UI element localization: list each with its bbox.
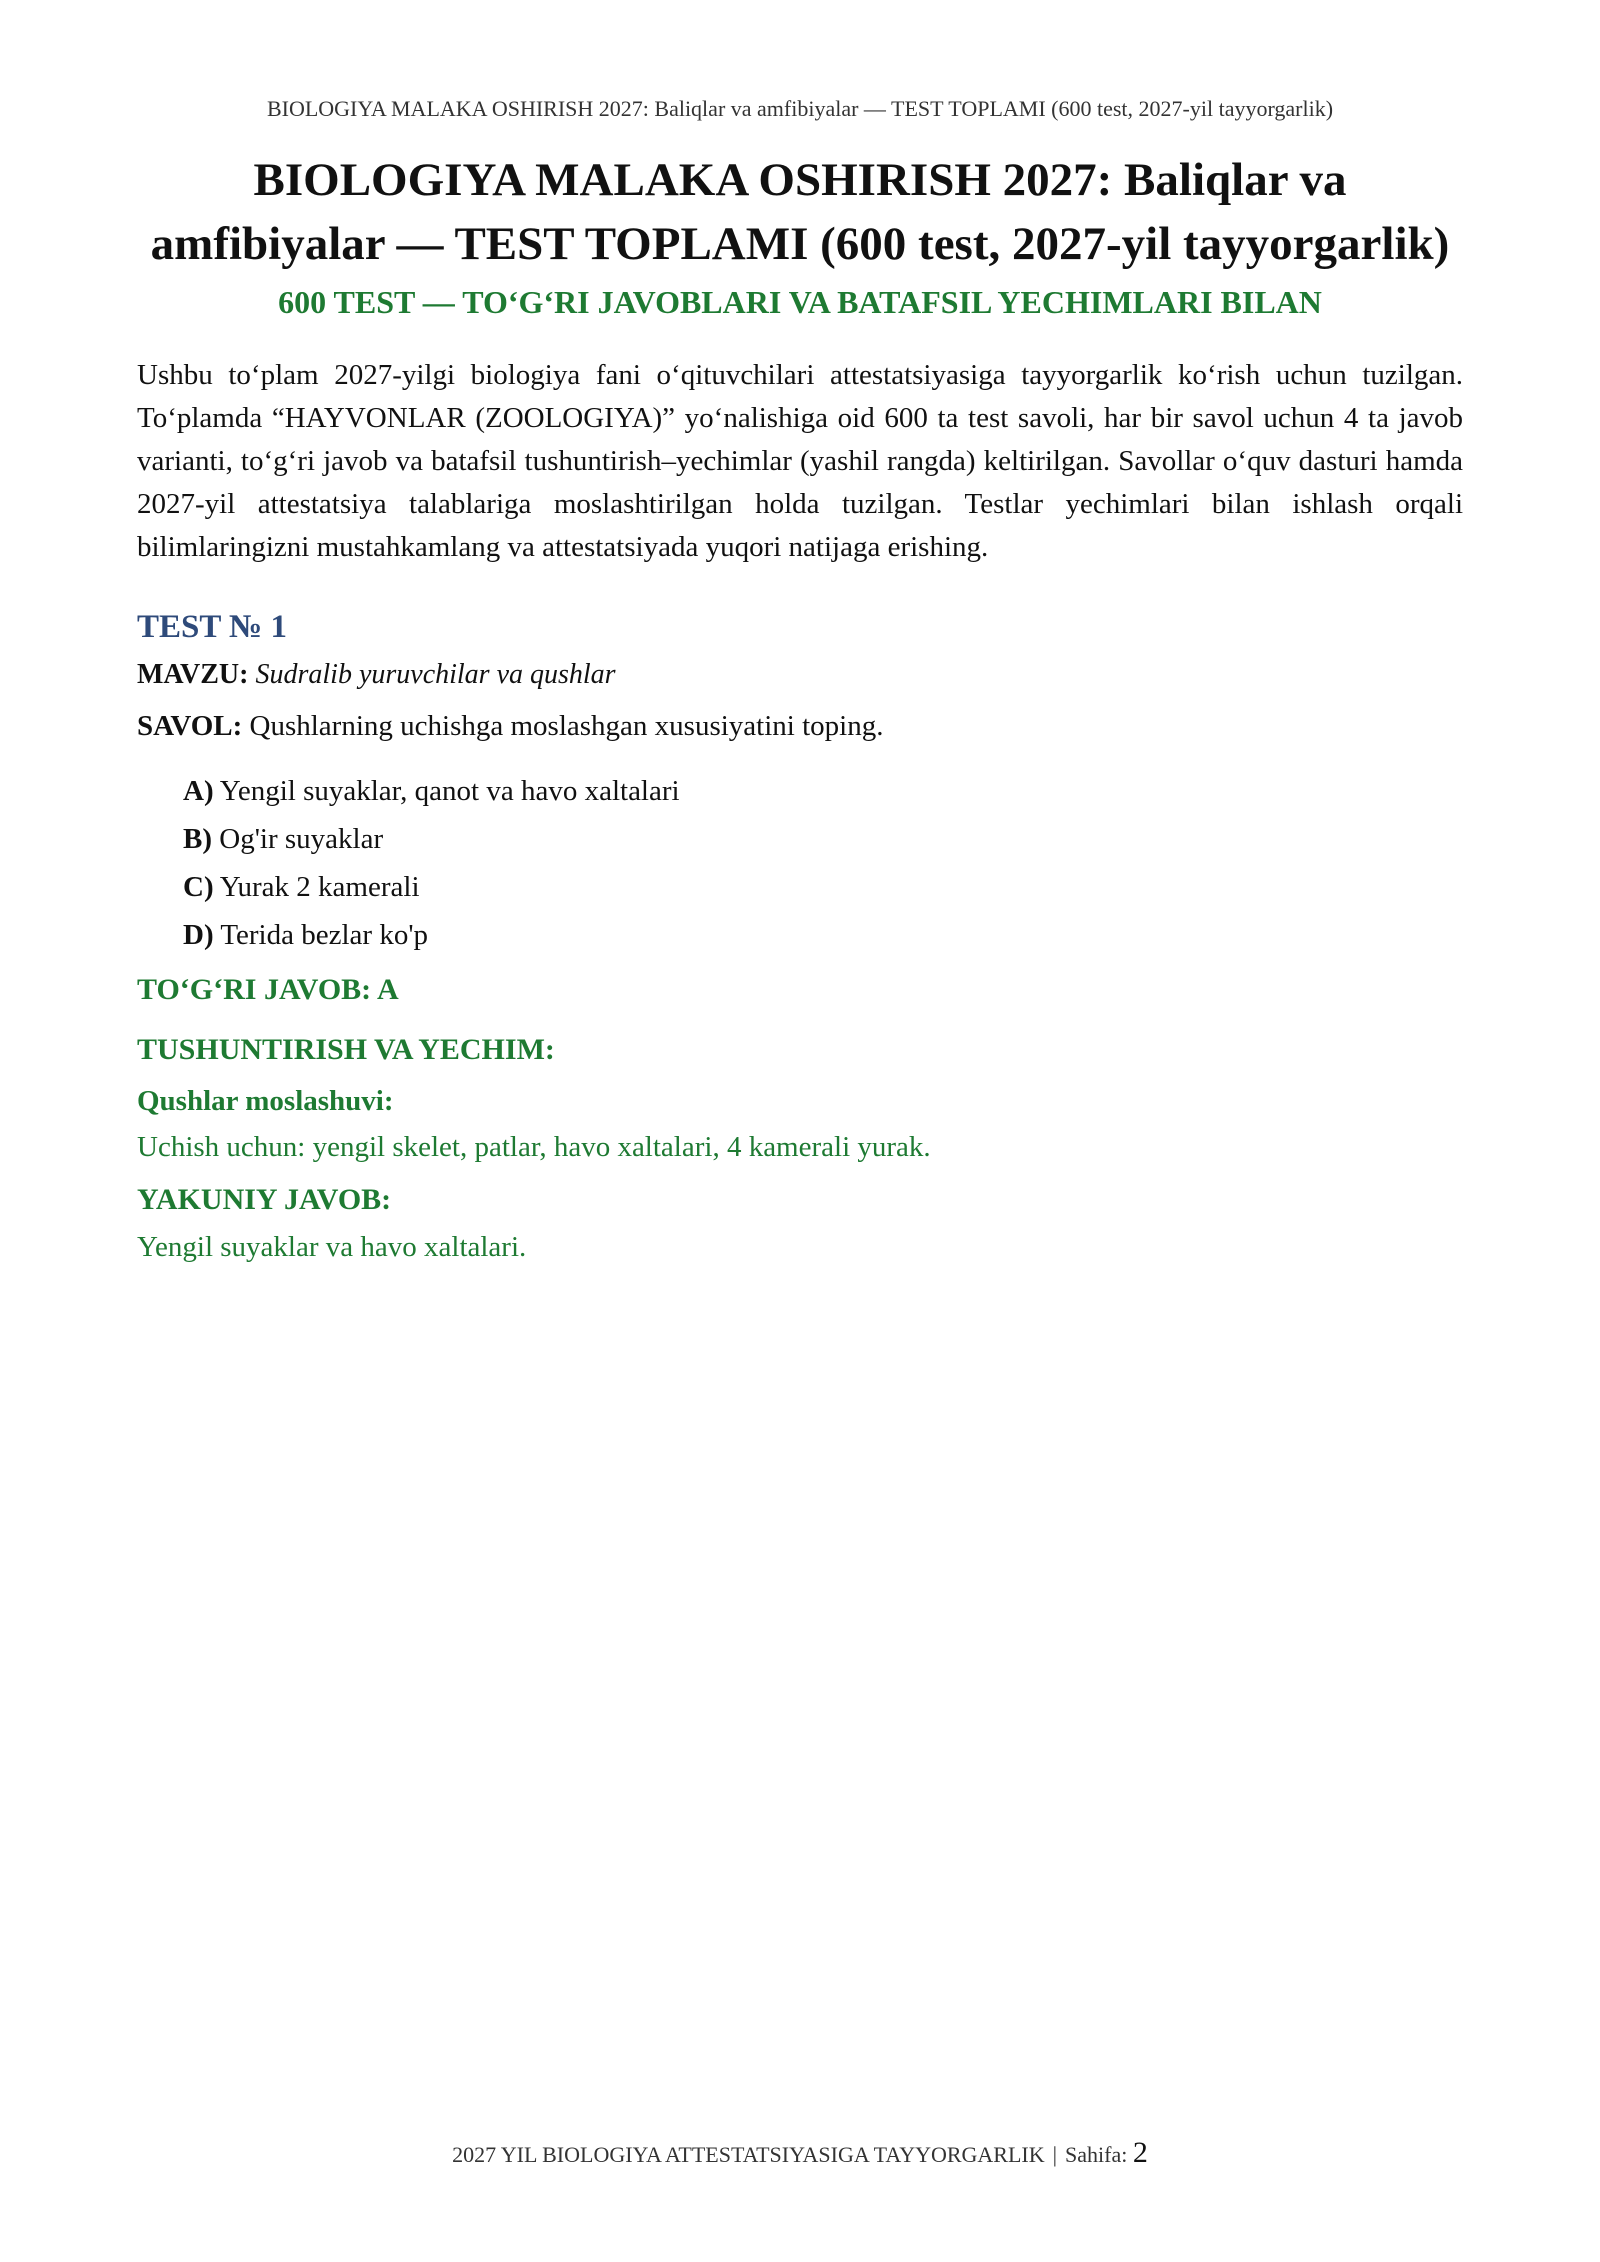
final-answer-heading: YAKUNIY JAVOB: xyxy=(137,1183,392,1216)
option-letter: C) xyxy=(183,871,214,903)
page-footer xyxy=(0,2136,1600,2170)
page-content xyxy=(137,148,1463,1269)
final-answer-text: Yengil suyaklar va havo xaltalari. xyxy=(137,1231,527,1263)
footer-text: 2027 YIL BIOLOGIYA ATTESTATSIYASIGA TAYYORGARLIK xyxy=(452,2142,1045,2167)
page-label: Sahifa: xyxy=(1065,2142,1128,2167)
option-c xyxy=(183,863,1463,911)
option-letter: A) xyxy=(183,775,214,807)
answer-options xyxy=(183,767,1463,959)
option-text: Terida bezlar ko'p xyxy=(220,919,429,951)
option-text: Yengil suyaklar, qanot va havo xaltalari xyxy=(219,775,680,807)
test-heading: TEST № 1 xyxy=(137,609,287,645)
topic-value: Sudralib yuruvchilar va qushlar xyxy=(255,659,616,690)
document-title: BIOLOGIYA MALAKA OSHIRISH 2027: Baliqlar va amfibiyalar — TEST TOPLAMI (600 test, 2027-yil tayyorgarlik) xyxy=(150,154,1450,270)
option-d xyxy=(183,911,1463,959)
running-header: BIOLOGIYA MALAKA OSHIRISH 2027: Baliqlar va amfibiyalar — TEST TOPLAMI (600 test, 2027-yil tayyorgarlik) xyxy=(266,96,1334,121)
topic-label: MAVZU: xyxy=(137,659,249,690)
option-b xyxy=(183,815,1463,863)
intro-paragraph: Ushbu to‘plam 2027-yilgi biologiya fani o‘qituvchilari attestatsiyasiga tayyorgarlik ko‘rish uchun tuzilgan. To‘plamda “HAYVONLAR (ZOOLOGIYA)” yo‘nalishiga oid 600 ta test savoli, har bir savol uchun 4 ta javob varianti, to‘g‘ri javob va batafsil tushuntirish–yechimlar (yashil rangda) keltirilgan. Savollar o‘quv dasturi hamda 2027-yil attestatsiya talablariga moslashtirilgan holda tuzilgan. Testlar yechimlari bilan ishlash orqali bilimlaringizni mustahkamlang va attestatsiyada yuqori natijaga erishing. xyxy=(137,359,1463,563)
explanation-heading: TUSHUNTIRISH VA YECHIM: xyxy=(137,1033,555,1066)
option-text: Yurak 2 kamerali xyxy=(219,871,420,903)
explanation-subheading: Qushlar moslashuvi: xyxy=(137,1085,394,1117)
correct-answer: TO‘G‘RI JAVOB: A xyxy=(137,973,399,1006)
question-label: SAVOL: xyxy=(137,710,243,742)
option-text: Og'ir suyaklar xyxy=(219,823,384,855)
topic-line xyxy=(137,655,1463,695)
option-letter: B) xyxy=(183,823,212,855)
document-subtitle: 600 TEST — TO‘G‘RI JAVOBLARI VA BATAFSIL YECHIMLARI BILAN xyxy=(278,284,1322,320)
question-text: Qushlarning uchishga moslashgan xususiyatini toping. xyxy=(249,710,884,742)
page-number: 2 xyxy=(1132,2136,1148,2169)
option-a xyxy=(183,767,1463,815)
footer-separator: | xyxy=(1052,2142,1058,2167)
question-line xyxy=(137,705,1463,747)
option-letter: D) xyxy=(183,919,214,951)
explanation-text: Uchish uchun: yengil skelet, patlar, havo xaltalari, 4 kamerali yurak. xyxy=(137,1131,931,1163)
